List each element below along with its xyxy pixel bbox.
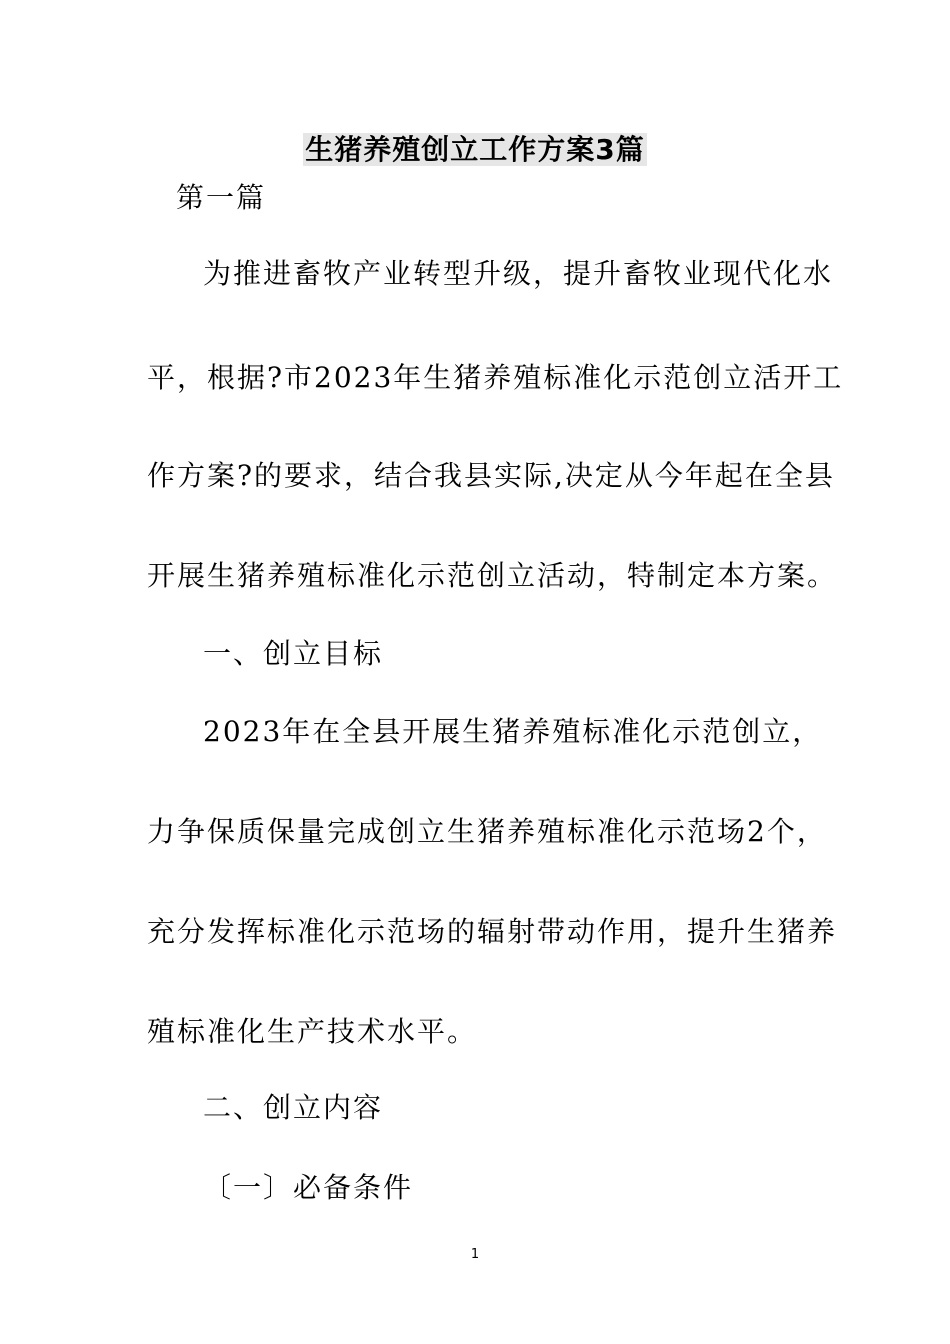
paragraph-line-8: 殖标准化生产技术水平。 — [147, 1015, 478, 1048]
section-heading: 第一篇 — [176, 181, 267, 214]
paragraph-line-7: 充分发挥标准化示范场的辐射带动作用，提升生猪养 — [147, 915, 838, 948]
document-title-text: 生猪养殖创立工作方案3篇 — [305, 133, 645, 166]
heading-content: 二、创立内容 — [203, 1091, 384, 1124]
paragraph-line-4: 开展生猪养殖标准化示范创立活动，特制定本方案。 — [147, 559, 838, 592]
heading-goal: 一、创立目标 — [203, 637, 384, 670]
subheading-conditions: 〔一〕必备条件 — [203, 1171, 414, 1204]
paragraph-line-3: 作方案?的要求，结合我县实际,决定从今年起在全县 — [147, 459, 835, 492]
paragraph-line-5: 2023年在全县开展生猪养殖标准化示范创立， — [203, 715, 823, 748]
document-title — [0, 130, 950, 170]
paragraph-line-6: 力争保质保量完成创立生猪养殖标准化示范场2个， — [147, 815, 827, 848]
paragraph-line-1: 为推进畜牧产业转型升级，提升畜牧业现代化水 — [203, 257, 834, 290]
paragraph-line-2: 平，根据?市2023年生猪养殖标准化示范创立活开工 — [147, 361, 844, 394]
page-number: 1 — [470, 1247, 480, 1262]
